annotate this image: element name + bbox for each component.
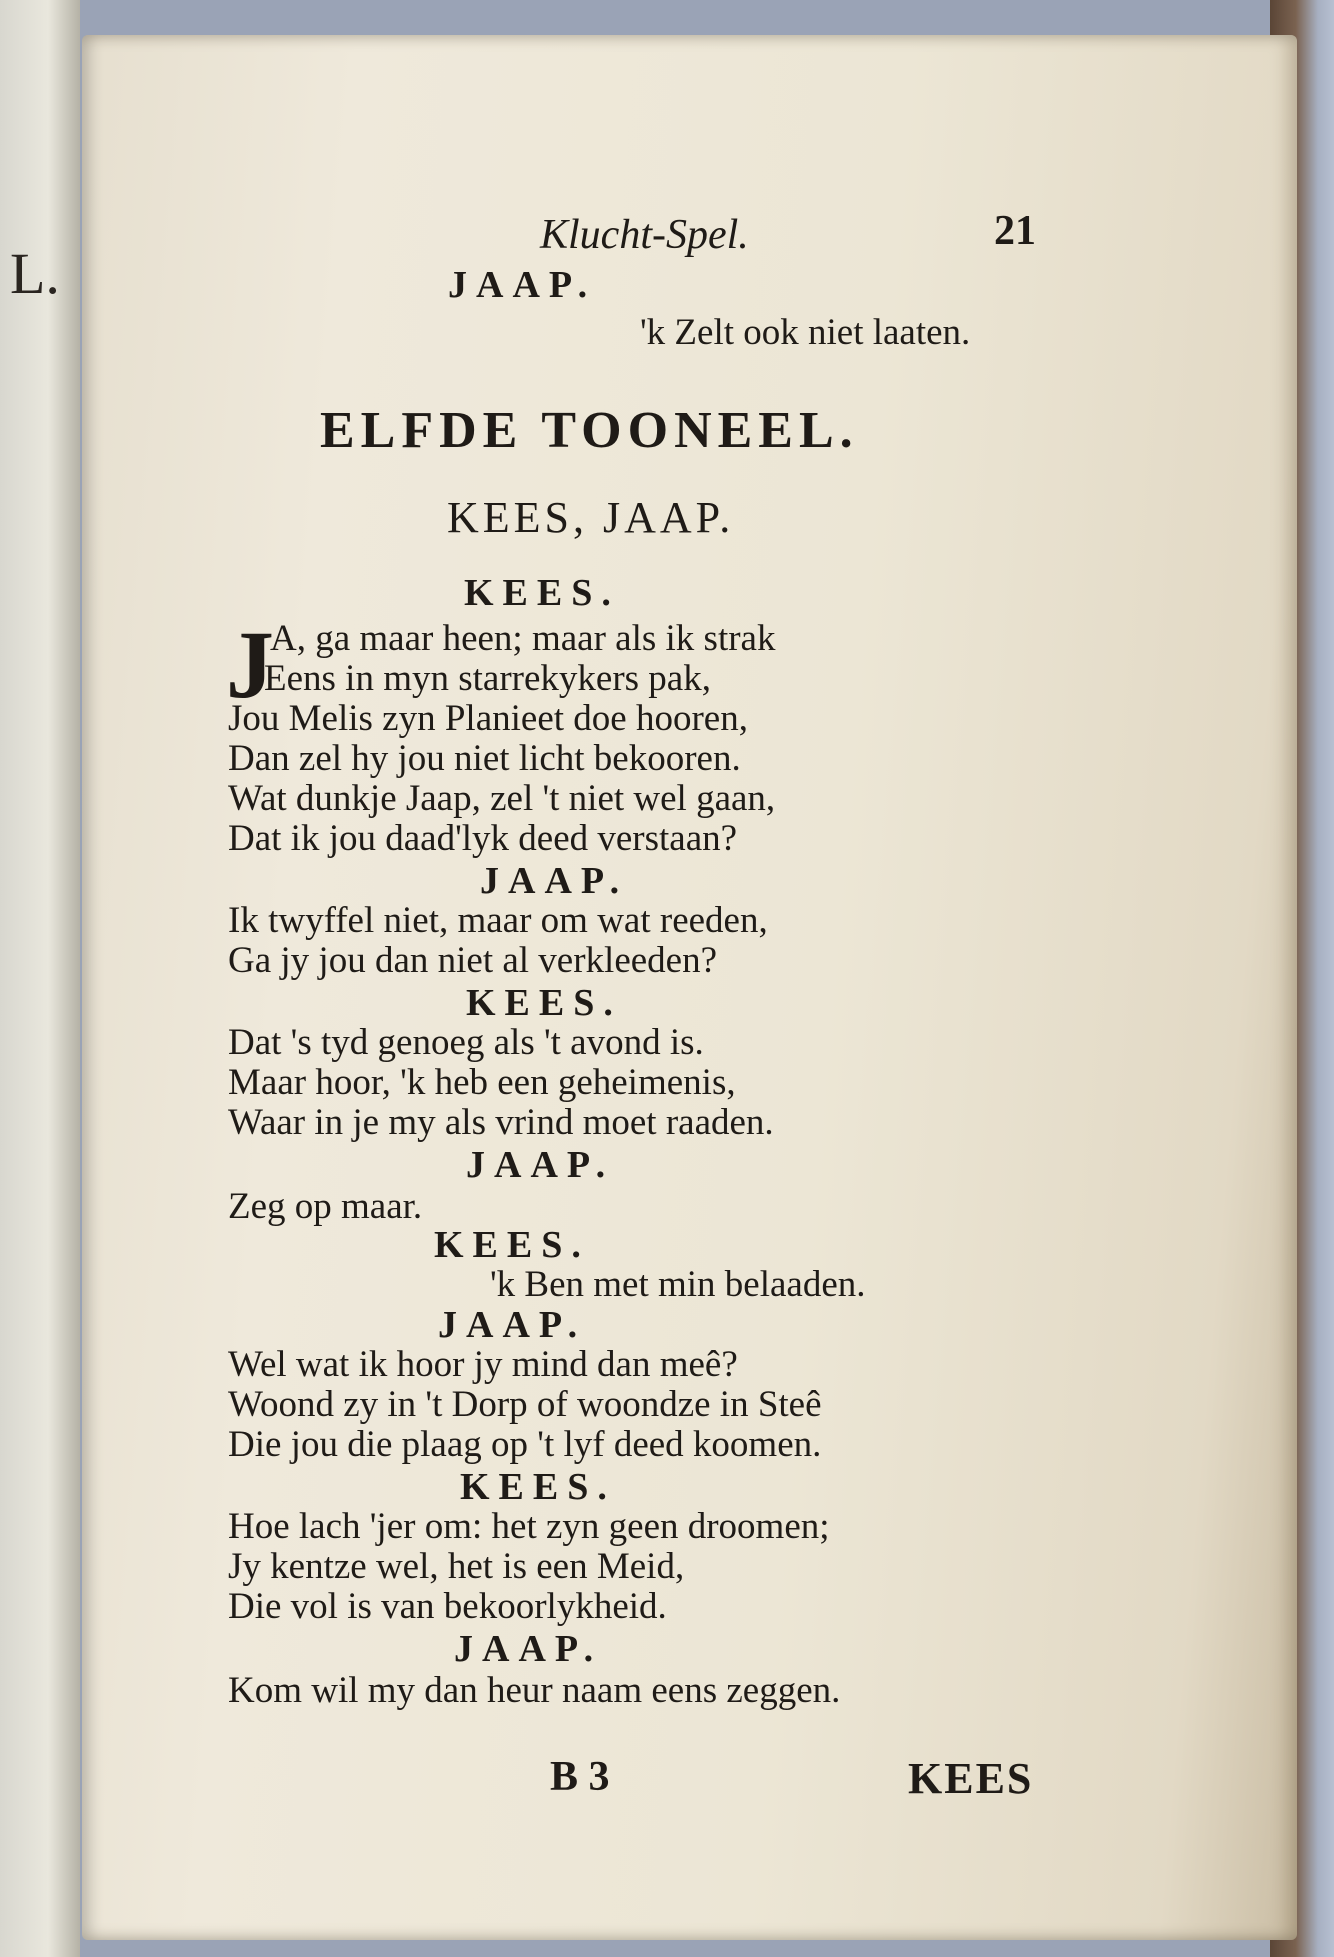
running-head: Klucht-Spel. (540, 212, 749, 258)
speaker-name: KEES. (434, 1224, 590, 1266)
verse-line: Eens in myn starrekykers pak, (264, 658, 711, 699)
verse-line: Hoe lach 'jer om: het zyn geen droomen; (228, 1506, 830, 1547)
book-page (82, 35, 1297, 1940)
speaker-name: JAAP. (448, 264, 597, 306)
verse-line: Die vol is van bekoorlykheid. (228, 1586, 667, 1627)
speaker-name: JAAP. (454, 1628, 603, 1670)
speaker-name: KEES. (460, 1466, 616, 1508)
verse-line: A, ga maar heen; maar als ik strak (270, 618, 776, 659)
verse-line: Zeg op maar. (228, 1186, 423, 1227)
facing-page-edge (0, 0, 80, 1957)
verse-line: Maar hoor, 'k heb een geheimenis, (228, 1062, 736, 1103)
verse-line: 'k Ben met min belaaden. (490, 1264, 866, 1305)
verse-line: Jou Melis zyn Planieet doe hooren, (228, 698, 748, 739)
verse-line: Kom wil my dan heur naam eens zeggen. (228, 1670, 841, 1711)
signature-mark: B 3 (550, 1754, 610, 1800)
catchword: KEES (908, 1754, 1034, 1803)
speaker-name: JAAP. (480, 860, 629, 902)
scene-heading: ELFDE TOONEEL. (320, 402, 859, 459)
verse-line: Waar in je my als vrind moet raaden. (228, 1102, 774, 1143)
verse-line: Wel wat ik hoor jy mind dan meê? (228, 1344, 738, 1385)
drop-capital: J (226, 611, 274, 718)
verse-line: Jy kentze wel, het is een Meid, (228, 1546, 685, 1587)
verse-line: 'k Zelt ook niet laaten. (640, 312, 971, 353)
verse-line: Woond zy in 't Dorp of woondze in Steê (228, 1384, 822, 1425)
speaker-name: JAAP. (466, 1144, 615, 1186)
scene-cast: KEES, JAAP. (447, 493, 735, 542)
verse-line: Dat ik jou daad'lyk deed verstaan? (228, 818, 738, 859)
verse-line: Dat 's tyd genoeg als 't avond is. (228, 1022, 704, 1063)
verse-line: Dan zel hy jou niet licht bekooren. (228, 738, 741, 779)
verse-line: Ga jy jou dan niet al verkleeden? (228, 940, 718, 981)
verse-line: Die jou die plaag op 't lyf deed koomen. (228, 1424, 822, 1465)
verse-line: Ik twyffel niet, maar om wat reeden, (228, 900, 768, 941)
facing-page-fragment: L. (10, 241, 60, 306)
speaker-name: JAAP. (438, 1304, 587, 1346)
verse-line: Wat dunkje Jaap, zel 't niet wel gaan, (228, 778, 776, 819)
speaker-name: KEES. (464, 572, 620, 614)
speaker-name: KEES. (466, 982, 622, 1024)
page-number: 21 (994, 208, 1036, 254)
